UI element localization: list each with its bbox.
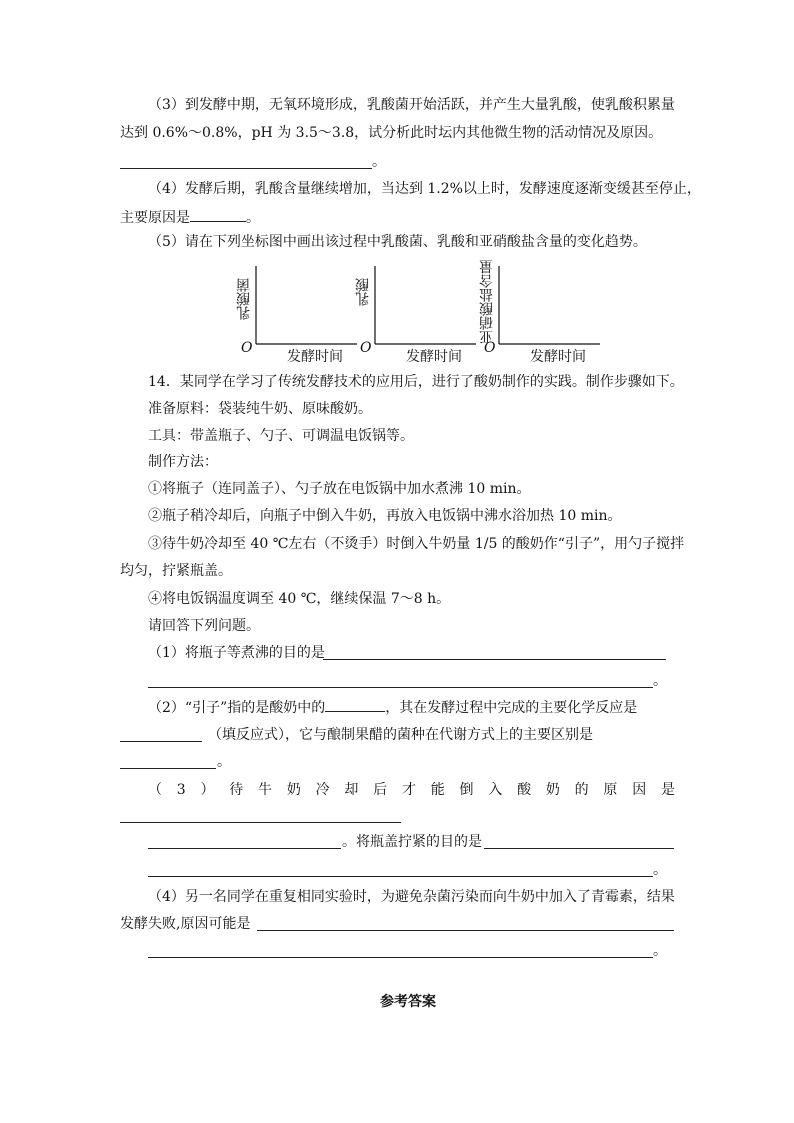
answers-heading: 参考答案 bbox=[380, 994, 436, 1010]
q14-answer4-prefix: 发酵失败,原因可能是 bbox=[120, 916, 251, 932]
char: 倒 bbox=[459, 782, 474, 798]
q14-answer3-spaced-line bbox=[148, 780, 675, 800]
q14-prompt: 请回答下列问题。 bbox=[148, 618, 260, 634]
answer-blank bbox=[148, 848, 341, 849]
answer-blank bbox=[120, 768, 216, 769]
period: 。 bbox=[217, 754, 231, 770]
q14-materials: 准备原料：袋装纯牛奶、原味酸奶。 bbox=[148, 401, 372, 417]
graph-nitrite bbox=[476, 258, 616, 368]
char: 后 bbox=[373, 782, 388, 798]
q13-part4-line2 bbox=[120, 207, 260, 228]
char: 却 bbox=[344, 782, 359, 798]
q13-part5-line: （5）请在下列坐标图中画出该过程中乳酸菌、乳酸和亚硝酸盐含量的变化趋势。 bbox=[148, 234, 647, 250]
char: 因 bbox=[632, 782, 647, 798]
q13-part3-line1: （3）到发酵中期，无氧环境形成，乳酸菌开始活跃，并产生大量乳酸，使乳酸积累量 bbox=[148, 97, 675, 113]
q14-answer2-line1 bbox=[148, 697, 637, 718]
char: 酸 bbox=[517, 782, 532, 798]
char: 是 bbox=[660, 782, 675, 798]
q14-answer2-line2: （填反应式），它与酿制果醋的菌种在代谢方式上的主要区别是 bbox=[208, 727, 593, 743]
answer-blank bbox=[484, 848, 674, 849]
period: 。 bbox=[653, 862, 667, 878]
period: 。 bbox=[246, 210, 260, 226]
q13-part4-prefix: 主要原因是 bbox=[120, 210, 190, 226]
answer-blank bbox=[190, 207, 246, 222]
answer-blank bbox=[120, 822, 401, 823]
graph-y-label: 乳酸 bbox=[355, 278, 371, 306]
q14-answer1-prefix: （1）将瓶子等煮沸的目的是 bbox=[148, 645, 325, 661]
q14-answer2-mid: ，其在发酵过程中完成的主要化学反应是 bbox=[385, 700, 638, 716]
q13-part4-line1: （4）发酵后期，乳酸含量继续增加，当达到 1.2%以上时，发酵速度逐渐变缓甚至停止， bbox=[148, 181, 701, 197]
q13-part3-line2: 达到 0.6%～0.8%，pH 为 3.5～3.8，试分析此时坛内其他微生物的活动情况及原因。 bbox=[120, 125, 663, 141]
char: 待 bbox=[229, 782, 244, 798]
period: 。 bbox=[653, 673, 667, 689]
answer-blank bbox=[148, 957, 653, 958]
period: 。 bbox=[653, 943, 667, 959]
q14-step4: ④将电饭锅温度调至 40 ℃，继续保温 7～8 h。 bbox=[148, 591, 451, 607]
graph-lactic-acid bbox=[352, 258, 492, 368]
char: 原 bbox=[603, 782, 618, 798]
q14-tools: 工具：带盖瓶子、勺子、可调温电饭锅等。 bbox=[148, 428, 414, 444]
graph-x-label: 发酵时间 bbox=[287, 349, 343, 365]
graph-y-label: 亚硝酸盐含量 bbox=[479, 260, 495, 344]
char: 奶 bbox=[545, 782, 560, 798]
char: 牛 bbox=[258, 782, 273, 798]
q14-answer3-mid: 。将瓶盖拧紧的目的是 bbox=[342, 834, 482, 850]
char: 才 bbox=[401, 782, 416, 798]
char: （ bbox=[148, 782, 162, 798]
answer-blank bbox=[148, 687, 653, 688]
q14-step3-line1: ③待牛奶冷却至 40 ℃左右（不烫手）时倒入牛奶量 1/5 的酸奶作“引子”，用勺子搅拌 bbox=[148, 536, 685, 552]
char: ） bbox=[200, 782, 215, 798]
q14-step1: ①将瓶子（连同盖子）、勺子放在电饭锅中加水煮沸 10 min。 bbox=[148, 481, 531, 497]
graph-origin: O bbox=[241, 340, 253, 356]
char: 能 bbox=[430, 782, 445, 798]
char: 3 bbox=[176, 782, 186, 798]
answer-blank bbox=[120, 741, 202, 742]
answer-blank bbox=[323, 659, 666, 660]
char: 冷 bbox=[315, 782, 330, 798]
graph-origin: O bbox=[360, 340, 372, 356]
char: 奶 bbox=[286, 782, 301, 798]
graph-origin: O bbox=[484, 340, 496, 356]
q14-step3-line2: 均匀，拧紧瓶盖。 bbox=[120, 563, 232, 579]
answer-blank bbox=[325, 697, 385, 712]
answer-blank bbox=[120, 168, 372, 169]
answer-blank bbox=[257, 930, 674, 931]
graph-x-label: 发酵时间 bbox=[530, 349, 586, 365]
q14-step2: ②瓶子稍冷却后，向瓶子中倒入牛奶，再放入电饭锅中沸水浴加热 10 min。 bbox=[148, 508, 622, 524]
period: 。 bbox=[372, 154, 386, 170]
q14-answer2-prefix: （2）“引子”指的是酸奶中的 bbox=[148, 700, 326, 716]
graph-x-label: 发酵时间 bbox=[406, 349, 462, 365]
char: 入 bbox=[488, 782, 503, 798]
graph-y-label: 乳酸菌 bbox=[236, 278, 252, 320]
q14-intro: 14．某同学在学习了传统发酵技术的应用后，进行了酸奶制作的实践。制作步骤如下。 bbox=[148, 374, 684, 390]
char: 的 bbox=[574, 782, 589, 798]
q14-answer4-line1: （4）另一名同学在重复相同实验时，为避免杂菌污染而向牛奶中加入了青霉素，结果 bbox=[148, 889, 675, 905]
q14-method-title: 制作方法： bbox=[148, 454, 218, 470]
answer-blank bbox=[148, 876, 653, 877]
